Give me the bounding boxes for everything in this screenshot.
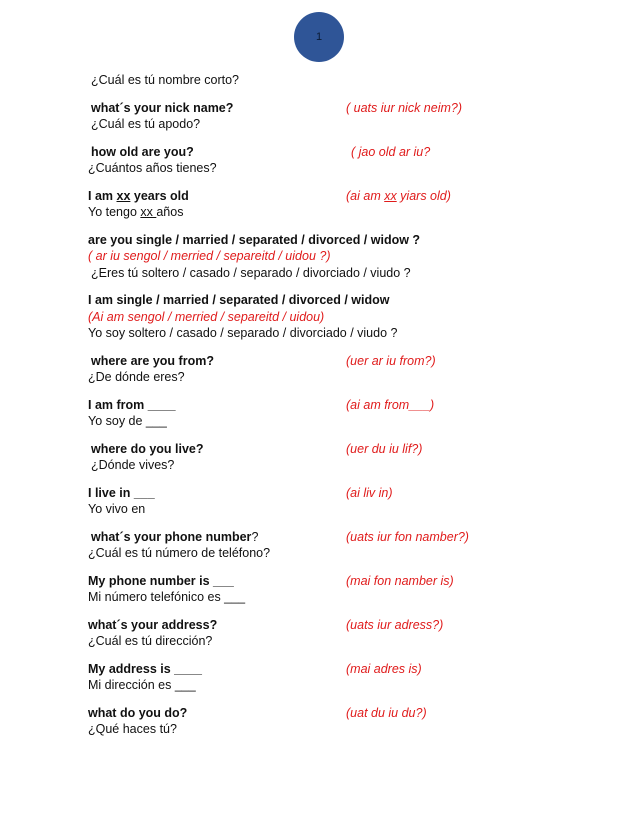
- pronunciation: (Ai am sengol / merried / separeitd / uidou): [88, 309, 325, 324]
- english-phrase: are you single / married / separated / divorced / widow ?: [88, 232, 421, 247]
- pronunciation: (mai adres is): [346, 661, 422, 676]
- pronunciation: (uat du iu du?): [346, 705, 427, 720]
- phrase-list: [88, 72, 588, 738]
- english-phrase: what´s your phone number?: [91, 529, 259, 544]
- pronunciation: (ai liv in): [346, 485, 393, 500]
- phrase-row: [88, 397, 588, 414]
- pronunciation: (uats iur adress?): [346, 617, 444, 632]
- spanish-line: ¿Cuál es tú número de teléfono?: [88, 546, 271, 560]
- spanish-line: ¿Cuál es tú nombre corto?: [91, 73, 239, 87]
- pronunciation: (uer ar iu from?): [346, 353, 436, 368]
- english-phrase: where do you live?: [91, 441, 204, 456]
- phrase-row: [88, 144, 588, 161]
- spanish-line: ¿Dónde vives?: [91, 458, 175, 472]
- spanish-line: Mi número telefónico es ___: [88, 590, 246, 604]
- phrase-row: [88, 100, 588, 117]
- pronunciation: ( ar iu sengol / merried / separeitd / uidou ?): [88, 249, 331, 263]
- phrase-row: [88, 353, 588, 370]
- english-phrase: how old are you?: [91, 144, 194, 159]
- page-number: 1: [315, 31, 323, 43]
- pronunciation: ( uats iur nick neim?): [346, 100, 463, 115]
- spanish-line: Yo vivo en: [88, 502, 146, 516]
- phrase-row: [88, 617, 588, 634]
- english-phrase: My phone number is ___: [88, 573, 234, 588]
- spanish-line: ¿Eres tú soltero / casado / separado / divorciado / viudo ?: [91, 265, 411, 280]
- page-number-badge: [294, 12, 344, 62]
- spanish-line: Yo soy de ___: [88, 414, 167, 428]
- phrase-row: [88, 529, 588, 546]
- phrase-row: [88, 441, 588, 458]
- english-phrase: My address is ____: [88, 661, 202, 676]
- pronunciation: ( jao old ar iu?: [351, 144, 431, 159]
- phrase-row: [88, 188, 588, 205]
- spanish-line: Mi dirección es ___: [88, 678, 196, 692]
- english-phrase: what´s your address?: [88, 617, 218, 632]
- english-phrase: what´s your nick name?: [91, 100, 234, 115]
- spanish-line: ¿Cuántos años tienes?: [88, 161, 217, 175]
- phrase-row: [88, 573, 588, 590]
- phrase-row: [88, 705, 588, 722]
- spanish-line: ¿Cuál es tú apodo?: [91, 117, 201, 131]
- spanish-line: Yo tengo xx años: [88, 205, 184, 219]
- english-phrase: I am from ____: [88, 397, 176, 412]
- spanish-line: ¿De dónde eres?: [88, 370, 185, 384]
- english-phrase: I live in ___: [88, 485, 155, 500]
- pronunciation: (uer du iu lif?): [346, 441, 423, 456]
- spanish-line: ¿Qué haces tú?: [88, 722, 177, 736]
- english-phrase: where are you from?: [91, 353, 214, 368]
- english-phrase: I am xx years old: [88, 188, 189, 203]
- english-phrase: I am single / married / separated / divorced / widow: [88, 293, 390, 307]
- pronunciation: (mai fon namber is): [346, 573, 454, 588]
- pronunciation: (ai am xx yiars old): [346, 188, 451, 203]
- phrase-row: [88, 661, 588, 678]
- english-phrase: what do you do?: [88, 705, 188, 720]
- phrase-row: [88, 485, 588, 502]
- spanish-line: Yo soy soltero / casado / separado / divorciado / viudo ?: [88, 326, 398, 340]
- spanish-line: ¿Cuál es tú dirección?: [88, 634, 213, 648]
- pronunciation: (uats iur fon namber?): [346, 529, 469, 544]
- pronunciation: (ai am from___): [346, 397, 435, 412]
